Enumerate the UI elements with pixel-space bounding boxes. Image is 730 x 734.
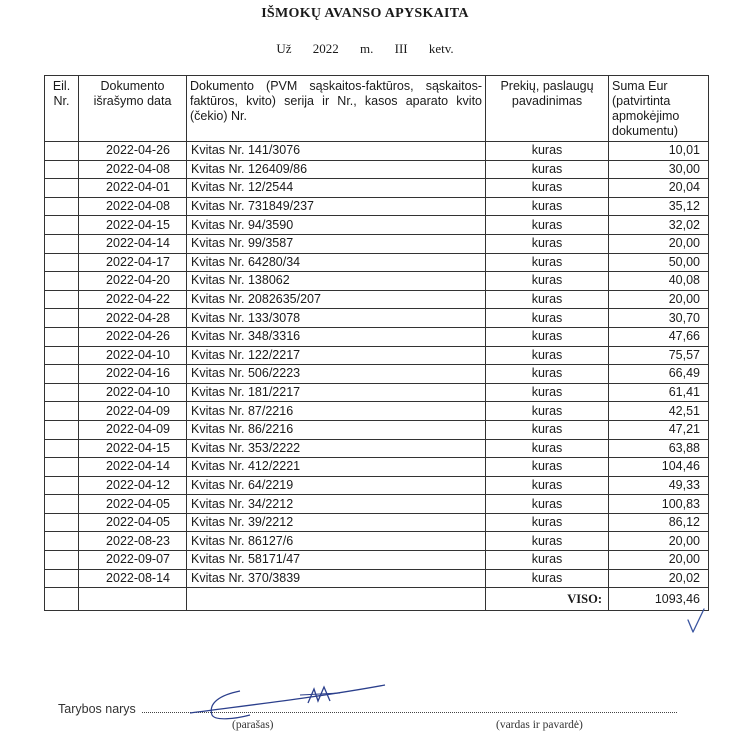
cell-date: 2022-04-05: [79, 495, 187, 514]
cell-sum: 20,04: [609, 179, 709, 198]
cell-doc: Kvitas Nr. 731849/237: [187, 197, 486, 216]
cell-item: kuras: [486, 365, 609, 384]
cell-sum: 63,88: [609, 439, 709, 458]
cell-item: kuras: [486, 383, 609, 402]
cell-date: 2022-04-09: [79, 420, 187, 439]
cell-date: 2022-04-15: [79, 439, 187, 458]
report-period: [0, 41, 730, 57]
total-label: VISO:: [486, 588, 609, 611]
cell-nr: [45, 420, 79, 439]
cell-item: kuras: [486, 458, 609, 477]
cell-date: 2022-04-12: [79, 476, 187, 495]
cell-nr: [45, 439, 79, 458]
cell-doc: Kvitas Nr. 181/2217: [187, 383, 486, 402]
cell-sum: 50,00: [609, 253, 709, 272]
cell-sum: 20,00: [609, 532, 709, 551]
cell-date: 2022-04-05: [79, 513, 187, 532]
cell-nr: [45, 327, 79, 346]
cell-nr: [45, 476, 79, 495]
cell-date: 2022-04-15: [79, 216, 187, 235]
table-row: [45, 383, 709, 402]
cell-item: kuras: [486, 327, 609, 346]
cell-doc: Kvitas Nr. 86127/6: [187, 532, 486, 551]
cell-date: 2022-04-01: [79, 179, 187, 198]
cell-item: kuras: [486, 309, 609, 328]
checkmark-icon: [685, 606, 707, 636]
handwritten-signature-icon: [180, 675, 390, 725]
cell-nr: [45, 346, 79, 365]
cell-date: 2022-04-08: [79, 160, 187, 179]
cell-doc: Kvitas Nr. 12/2544: [187, 179, 486, 198]
cell-item: kuras: [486, 402, 609, 421]
cell-date: 2022-04-26: [79, 142, 187, 161]
cell-nr: [45, 253, 79, 272]
cell-date: 2022-04-26: [79, 327, 187, 346]
cell-doc: Kvitas Nr. 64/2219: [187, 476, 486, 495]
cell-item: kuras: [486, 551, 609, 570]
table-row: [45, 551, 709, 570]
signature-caption: (parašas): [232, 719, 274, 731]
cell-sum: 47,21: [609, 420, 709, 439]
period-quarter: III: [394, 41, 408, 56]
cell-item: kuras: [486, 142, 609, 161]
table-row: [45, 420, 709, 439]
cell-nr: [45, 142, 79, 161]
table-row: [45, 346, 709, 365]
cell-item: kuras: [486, 290, 609, 309]
cell-date: 2022-04-22: [79, 290, 187, 309]
advance-report-table: [44, 75, 709, 611]
cell-sum: 42,51: [609, 402, 709, 421]
cell-nr: [45, 290, 79, 309]
table-row: [45, 495, 709, 514]
header-nr: Eil. Nr.: [45, 76, 79, 142]
signatory-role: Tarybos narys: [58, 702, 136, 716]
cell-sum: 20,00: [609, 551, 709, 570]
cell-doc: Kvitas Nr. 99/3587: [187, 234, 486, 253]
cell-doc: Kvitas Nr. 126409/86: [187, 160, 486, 179]
cell-date: 2022-04-14: [79, 234, 187, 253]
cell-doc: Kvitas Nr. 2082635/207: [187, 290, 486, 309]
total-value: 1093,46: [609, 588, 709, 611]
table-row: [45, 513, 709, 532]
table-row: [45, 327, 709, 346]
table-row: [45, 234, 709, 253]
table-row: [45, 532, 709, 551]
cell-date: 2022-04-14: [79, 458, 187, 477]
table-row: [45, 160, 709, 179]
cell-nr: [45, 216, 79, 235]
header-sum: Suma Eur (patvirtinta apmokėjimo dokumentu): [609, 76, 709, 142]
cell-doc: Kvitas Nr. 138062: [187, 272, 486, 291]
cell-item: kuras: [486, 272, 609, 291]
cell-sum: 66,49: [609, 365, 709, 384]
table-row: [45, 253, 709, 272]
cell-item: kuras: [486, 234, 609, 253]
table-row: [45, 569, 709, 588]
cell-item: kuras: [486, 346, 609, 365]
table-row: [45, 272, 709, 291]
period-year: 2022: [312, 41, 339, 56]
table-row: [45, 402, 709, 421]
cell-item: kuras: [486, 197, 609, 216]
cell-sum: 49,33: [609, 476, 709, 495]
cell-doc: Kvitas Nr. 34/2212: [187, 495, 486, 514]
table-row: [45, 142, 709, 161]
header-document: Dokumento (PVM sąskaitos-faktūros, sąskaitos-faktūros, kvito) serija ir Nr., kasos aparato kvito (čekio) Nr.: [187, 76, 486, 142]
cell-sum: 35,12: [609, 197, 709, 216]
table-row: [45, 439, 709, 458]
cell-sum: 30,00: [609, 160, 709, 179]
cell-sum: 30,70: [609, 309, 709, 328]
cell-item: kuras: [486, 216, 609, 235]
cell-nr: [45, 272, 79, 291]
cell-nr: [45, 532, 79, 551]
cell-sum: 40,08: [609, 272, 709, 291]
cell-nr: [45, 513, 79, 532]
cell-doc: Kvitas Nr. 370/3839: [187, 569, 486, 588]
cell-nr: [45, 197, 79, 216]
cell-date: 2022-04-16: [79, 365, 187, 384]
table-row: [45, 476, 709, 495]
cell-doc: Kvitas Nr. 353/2222: [187, 439, 486, 458]
cell-doc: Kvitas Nr. 412/2221: [187, 458, 486, 477]
cell-sum: 100,83: [609, 495, 709, 514]
cell-date: 2022-04-10: [79, 346, 187, 365]
cell-nr: [45, 160, 79, 179]
cell-nr: [45, 458, 79, 477]
cell-nr: [45, 179, 79, 198]
name-caption: (vardas ir pavardė): [496, 719, 583, 731]
cell-item: kuras: [486, 179, 609, 198]
header-date: Dokumento išrašymo data: [79, 76, 187, 142]
cell-item: kuras: [486, 532, 609, 551]
cell-item: kuras: [486, 439, 609, 458]
cell-doc: Kvitas Nr. 94/3590: [187, 216, 486, 235]
cell-date: 2022-04-08: [79, 197, 187, 216]
cell-date: 2022-04-20: [79, 272, 187, 291]
cell-doc: Kvitas Nr. 58171/47: [187, 551, 486, 570]
cell-item: kuras: [486, 160, 609, 179]
cell-nr: [45, 309, 79, 328]
cell-sum: 32,02: [609, 216, 709, 235]
cell-nr: [45, 402, 79, 421]
table-row: [45, 365, 709, 384]
cell-date: 2022-04-17: [79, 253, 187, 272]
cell-item: kuras: [486, 253, 609, 272]
cell-date: 2022-08-14: [79, 569, 187, 588]
cell-doc: Kvitas Nr. 141/3076: [187, 142, 486, 161]
cell-doc: Kvitas Nr. 39/2212: [187, 513, 486, 532]
table-row: [45, 290, 709, 309]
cell-sum: 104,46: [609, 458, 709, 477]
cell-date: 2022-04-10: [79, 383, 187, 402]
cell-nr: [45, 569, 79, 588]
table-row: [45, 458, 709, 477]
cell-nr: [45, 495, 79, 514]
table-row: [45, 309, 709, 328]
table-row: [45, 216, 709, 235]
total-row: [45, 588, 709, 611]
cell-item: kuras: [486, 513, 609, 532]
cell-item: kuras: [486, 569, 609, 588]
period-year-suffix: m.: [360, 41, 374, 56]
cell-item: kuras: [486, 495, 609, 514]
cell-doc: Kvitas Nr. 133/3078: [187, 309, 486, 328]
cell-nr: [45, 234, 79, 253]
cell-date: 2022-08-23: [79, 532, 187, 551]
cell-sum: 75,57: [609, 346, 709, 365]
cell-item: kuras: [486, 476, 609, 495]
table-header-row: [45, 76, 709, 142]
cell-sum: 86,12: [609, 513, 709, 532]
table-row: [45, 197, 709, 216]
period-prefix: Už: [276, 41, 292, 56]
cell-doc: Kvitas Nr. 122/2217: [187, 346, 486, 365]
cell-date: 2022-04-09: [79, 402, 187, 421]
period-quarter-suffix: ketv.: [428, 41, 454, 56]
cell-sum: 20,00: [609, 234, 709, 253]
cell-date: 2022-04-28: [79, 309, 187, 328]
cell-nr: [45, 365, 79, 384]
cell-doc: Kvitas Nr. 64280/34: [187, 253, 486, 272]
cell-nr: [45, 551, 79, 570]
table-row: [45, 179, 709, 198]
cell-doc: Kvitas Nr. 348/3316: [187, 327, 486, 346]
cell-sum: 20,02: [609, 569, 709, 588]
cell-sum: 47,66: [609, 327, 709, 346]
cell-doc: Kvitas Nr. 86/2216: [187, 420, 486, 439]
cell-sum: 61,41: [609, 383, 709, 402]
cell-nr: [45, 383, 79, 402]
cell-doc: Kvitas Nr. 87/2216: [187, 402, 486, 421]
cell-doc: Kvitas Nr. 506/2223: [187, 365, 486, 384]
cell-item: kuras: [486, 420, 609, 439]
cell-sum: 10,01: [609, 142, 709, 161]
header-item: Prekių, paslaugų pavadinimas: [486, 76, 609, 142]
cell-date: 2022-09-07: [79, 551, 187, 570]
cell-sum: 20,00: [609, 290, 709, 309]
document-title: IŠMOKŲ AVANSO APYSKAITA: [261, 6, 469, 21]
